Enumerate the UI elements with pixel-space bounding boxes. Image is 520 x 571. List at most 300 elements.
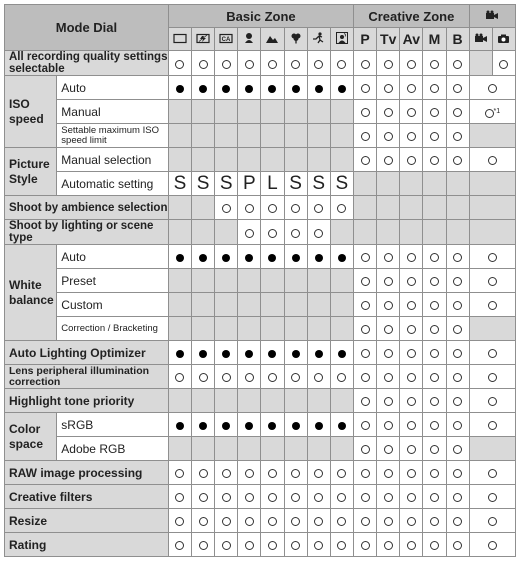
cell-selectable [377,269,400,293]
open-circle-icon [245,469,254,478]
open-circle-icon [291,517,300,526]
cell-unavailable [192,317,215,341]
open-circle-icon [199,373,208,382]
filled-dot-icon [292,254,300,262]
cell-selectable [307,196,330,220]
cell-unavailable [238,389,261,413]
movie-camera-icon [485,10,499,21]
cell-selectable [423,269,446,293]
filled-dot-icon [199,254,207,262]
open-circle-icon [430,541,439,550]
cell-selectable [377,437,400,461]
cell-selectable [192,509,215,533]
cell-unavailable [192,148,215,172]
cell-unavailable [215,220,238,245]
open-circle-icon [407,325,416,334]
movie-camera-icon [469,28,492,51]
row-label-lens: Lens peripheral illumination correction [5,365,169,389]
open-circle-icon [488,541,497,550]
cell-unavailable [469,172,515,196]
cell-selectable [377,100,400,124]
open-circle-icon [314,469,323,478]
cell-selectable [238,461,261,485]
open-circle-icon [268,469,277,478]
cell-unavailable [446,220,469,245]
cell-selectable [354,389,377,413]
cell-selectable [307,51,330,76]
cell-selectable [168,461,191,485]
cell-unavailable [330,100,353,124]
open-circle-icon [175,60,184,69]
row-label-iso-max-limit: Settable maximum ISO speed limit [57,124,169,148]
cell-selectable [238,365,261,389]
cell-selectable [354,124,377,148]
cell-selectable [400,461,423,485]
open-circle-icon [291,469,300,478]
cell-selectable [168,533,191,557]
cell-auto-set [330,245,353,269]
row-label-ambience: Shoot by ambience selection [5,196,169,220]
filled-dot-icon [292,422,300,430]
open-circle-icon [453,469,462,478]
cell-selectable [215,485,238,509]
cell-auto-set [330,341,353,365]
cell-selectable [469,461,515,485]
open-circle-icon [430,397,439,406]
open-circle-icon [430,469,439,478]
cell-auto-set [307,76,330,100]
row-label-iso-auto: Auto [57,76,169,100]
ps-letter: S [330,172,353,196]
cell-auto-set [238,341,261,365]
cell-selectable [284,51,307,76]
cell-unavailable [215,100,238,124]
open-circle-icon [222,517,231,526]
cell-selectable [423,389,446,413]
footnote-marker: *1 [493,107,501,115]
filled-dot-icon [268,350,276,358]
cell-selectable [168,51,191,76]
cell-selectable [446,365,469,389]
cell-selectable [423,245,446,269]
cell-selectable [377,51,400,76]
cell-auto-set [284,413,307,437]
cell-auto-set [307,413,330,437]
cell-selectable [330,509,353,533]
cell-selectable [446,51,469,76]
cell-selectable [330,51,353,76]
cell-unavailable [215,317,238,341]
cell-auto-set [238,76,261,100]
cell-unavailable [307,437,330,461]
cell-unavailable [469,220,515,245]
cell-unavailable [192,269,215,293]
open-circle-icon [453,277,462,286]
cell-selectable [284,196,307,220]
cell-unavailable [215,148,238,172]
cell-selectable [423,533,446,557]
open-circle-icon [407,253,416,262]
cell-unavailable [423,172,446,196]
open-circle-icon [199,517,208,526]
open-circle-icon [245,517,254,526]
open-circle-icon [430,253,439,262]
cell-auto-set [192,245,215,269]
mode-tv: Tv [377,28,400,51]
open-circle-icon [488,349,497,358]
cell-unavailable [168,100,191,124]
cell-selectable [354,293,377,317]
cell-unavailable [354,220,377,245]
open-circle-icon [384,493,393,502]
cell-selectable [446,100,469,124]
ps-letter: S [284,172,307,196]
open-circle-icon [199,541,208,550]
cell-selectable [423,413,446,437]
open-circle-icon [291,229,300,238]
filled-dot-icon [176,350,184,358]
open-circle-icon [268,60,277,69]
open-circle-icon [430,373,439,382]
open-circle-icon [361,301,370,310]
cell-selectable [446,413,469,437]
open-circle-icon [361,541,370,550]
open-circle-icon [453,156,462,165]
filled-dot-icon [268,422,276,430]
cell-selectable [354,76,377,100]
cell-selectable [377,485,400,509]
open-circle-icon [407,397,416,406]
cell-selectable [446,76,469,100]
open-circle-icon [430,349,439,358]
cell-selectable [400,293,423,317]
cell-selectable [423,341,446,365]
cell-selectable [400,124,423,148]
cell-unavailable [284,100,307,124]
cell-selectable [261,51,284,76]
cell-selectable [168,365,191,389]
cell-unavailable [284,317,307,341]
open-circle-icon [361,60,370,69]
cell-selectable [354,245,377,269]
cell-auto-set [215,76,238,100]
cell-unavailable [377,220,400,245]
cell-selectable [284,533,307,557]
cell-unavailable [215,437,238,461]
cell-selectable [284,509,307,533]
cell-auto-set [261,76,284,100]
open-circle-icon [245,541,254,550]
cell-selectable [261,220,284,245]
open-circle-icon [245,229,254,238]
cell-auto-set [215,413,238,437]
cell-selectable [377,293,400,317]
cell-auto-set [261,245,284,269]
open-circle-icon [199,469,208,478]
creative-auto-icon [215,28,238,51]
cell-unavailable [307,100,330,124]
cell-selectable [377,533,400,557]
filled-dot-icon [245,254,253,262]
cell-selectable [446,461,469,485]
cell-unavailable [377,172,400,196]
open-circle-icon [384,156,393,165]
filled-dot-icon [338,422,346,430]
open-circle-icon [407,108,416,117]
open-circle-icon [453,517,462,526]
movie-zone-header [469,5,515,28]
open-circle-icon [314,541,323,550]
cell-selectable [423,485,446,509]
cell-selectable [446,124,469,148]
open-circle-icon [384,132,393,141]
row-label-wb-preset: Preset [57,269,169,293]
row-label-wb-correction: Correction / Bracketing [57,317,169,341]
ps-letter: L [261,172,284,196]
cell-unavailable [284,148,307,172]
cell-selectable [446,341,469,365]
cell-unavailable [330,124,353,148]
open-circle-icon [407,373,416,382]
open-circle-icon [337,517,346,526]
open-circle-icon [222,60,231,69]
open-circle-icon [291,60,300,69]
open-circle-icon [175,493,184,502]
cell-selectable [400,341,423,365]
open-circle-icon [453,84,462,93]
cell-unavailable [469,437,515,461]
cell-selectable [377,341,400,365]
ps-letter: S [215,172,238,196]
cell-selectable [377,365,400,389]
cell-auto-set [168,341,191,365]
open-circle-icon [245,493,254,502]
cell-selectable [354,413,377,437]
cell-unavailable [215,389,238,413]
cell-selectable [400,437,423,461]
cell-selectable [354,148,377,172]
open-circle-icon [430,421,439,430]
cell-selectable [192,461,215,485]
open-circle-icon [499,60,508,69]
filled-dot-icon [245,350,253,358]
cell-unavailable [192,389,215,413]
cell-selectable [469,365,515,389]
cell-unavailable [307,148,330,172]
cell-auto-set [284,245,307,269]
row-group-picture-style: Picture Style [5,148,57,196]
open-circle-icon [199,493,208,502]
cell-selectable [284,365,307,389]
open-circle-icon [175,469,184,478]
cell-selectable [400,100,423,124]
cell-unavailable [354,172,377,196]
row-label-cs-srgb: sRGB [57,413,169,437]
open-circle-icon [268,517,277,526]
ps-letter: S [192,172,215,196]
cell-selectable [446,437,469,461]
cell-unavailable [446,196,469,220]
cell-unavailable [330,389,353,413]
cell-selectable [469,413,515,437]
open-circle-icon [314,229,323,238]
cell-auto-set [238,413,261,437]
open-circle-icon [407,445,416,454]
cell-unavailable [192,220,215,245]
cell-selectable [400,317,423,341]
mode-dial-header: Mode Dial [5,5,169,51]
row-label-iso-manual: Manual [57,100,169,124]
open-circle-icon [407,421,416,430]
filled-dot-icon [199,422,207,430]
cell-unavailable [307,293,330,317]
open-circle-icon [430,493,439,502]
open-circle-icon [453,421,462,430]
cell-selectable [330,365,353,389]
cell-unavailable [423,220,446,245]
open-circle-icon [488,493,497,502]
cell-selectable [423,51,446,76]
open-circle-icon [337,493,346,502]
cell-selectable [377,76,400,100]
open-circle-icon [384,253,393,262]
cell-selectable [377,413,400,437]
cell-selectable [423,76,446,100]
cell-selectable [423,293,446,317]
cell-selectable [400,148,423,172]
cell-auto-set [330,413,353,437]
cell-unavailable [215,293,238,317]
open-circle-icon [361,277,370,286]
open-circle-icon [175,373,184,382]
portrait-icon [238,28,261,51]
cell-selectable [307,461,330,485]
filled-dot-icon [222,350,230,358]
open-circle-icon [361,517,370,526]
row-label-wb-auto: Auto [57,245,169,269]
filled-dot-icon [268,254,276,262]
open-circle-icon [485,109,494,118]
open-circle-icon [268,373,277,382]
cell-selectable [400,269,423,293]
filled-dot-icon [245,422,253,430]
cell-unavailable [469,51,492,76]
cell-auto-set [192,413,215,437]
cell-selectable [469,341,515,365]
filled-dot-icon [199,85,207,93]
cell-unavailable [168,220,191,245]
cell-unavailable [168,293,191,317]
cell-selectable [261,509,284,533]
cell-unavailable [284,124,307,148]
open-circle-icon [488,373,497,382]
row-group-iso-speed: ISO speed [5,76,57,148]
cell-unavailable [168,124,191,148]
open-circle-icon [384,349,393,358]
cell-selectable [215,51,238,76]
function-availability-table-wrap [4,4,516,557]
cell-selectable [284,461,307,485]
cell-selectable [446,533,469,557]
cell-unavailable [192,196,215,220]
cell-selectable [446,485,469,509]
cell-auto-set [261,413,284,437]
filled-dot-icon [315,85,323,93]
cell-auto-set [168,245,191,269]
cell-unavailable [284,269,307,293]
cell-selectable [400,485,423,509]
cell-unavailable [330,437,353,461]
filled-dot-icon [292,350,300,358]
cell-selectable [330,533,353,557]
cell-unavailable [307,389,330,413]
cell-auto-set [307,341,330,365]
open-circle-icon [488,469,497,478]
cell-unavailable [330,269,353,293]
open-circle-icon [199,60,208,69]
night-portrait-icon [330,28,353,51]
cell-unavailable [192,293,215,317]
cell-selectable [192,51,215,76]
cell-unavailable [446,172,469,196]
open-circle-icon [361,156,370,165]
cell-unavailable [330,317,353,341]
open-circle-icon [245,204,254,213]
open-circle-icon [407,301,416,310]
cell-unavailable [330,293,353,317]
filled-dot-icon [176,422,184,430]
row-label-resize: Resize [5,509,169,533]
cell-selectable [354,317,377,341]
mode-m: M [423,28,446,51]
open-circle-icon [291,493,300,502]
open-circle-icon [361,445,370,454]
open-circle-icon [222,204,231,213]
filled-dot-icon [222,85,230,93]
cell-unavailable [168,148,191,172]
open-circle-icon [337,373,346,382]
cell-selectable [284,485,307,509]
cell-unavailable [284,293,307,317]
filled-dot-icon [268,85,276,93]
open-circle-icon [384,325,393,334]
cell-unavailable [238,437,261,461]
open-circle-icon [384,445,393,454]
open-circle-icon [407,349,416,358]
cell-unavailable [261,317,284,341]
open-circle-icon [407,60,416,69]
cell-selectable [354,341,377,365]
filled-dot-icon [199,350,207,358]
open-circle-icon [453,397,462,406]
cell-selectable [192,365,215,389]
cell-selectable [354,437,377,461]
cell-unavailable [261,293,284,317]
open-circle-icon [407,84,416,93]
cell-selectable [446,509,469,533]
cell-selectable [284,220,307,245]
cell-selectable [469,76,515,100]
cell-selectable [469,293,515,317]
open-circle-icon [384,421,393,430]
cell-selectable [400,365,423,389]
open-circle-icon [268,204,277,213]
open-circle-icon [453,325,462,334]
open-circle-icon [453,349,462,358]
cell-selectable [238,533,261,557]
cell-selectable [238,51,261,76]
open-circle-icon [361,469,370,478]
